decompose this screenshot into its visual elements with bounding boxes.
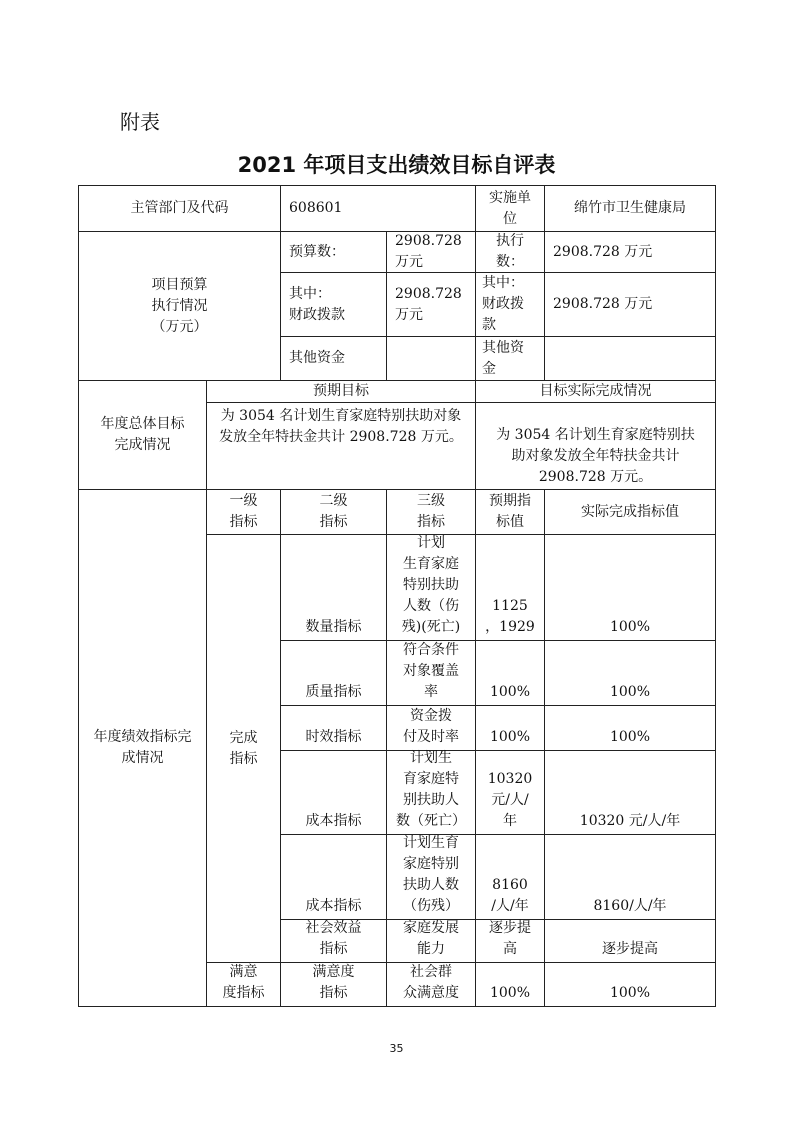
row-timeliness-actual: 100%: [544, 705, 716, 751]
header-expected: 预期指 标值: [475, 489, 545, 535]
fiscal-label: 其中： 财政拨款: [280, 272, 387, 337]
row-quality-expected: 100%: [475, 640, 545, 706]
row-satisfaction-actual: 100%: [544, 962, 716, 1007]
header-level3: 三级 指标: [386, 489, 476, 535]
row-social-actual: 逐步提高: [544, 919, 716, 963]
unit-value: 绵竹市卫生健康局: [544, 185, 716, 232]
other-funds-exec-value: [544, 336, 716, 381]
row-social-level3: 家庭发展 能力: [386, 919, 476, 963]
row-satisfaction-level3: 社会群 众满意度: [386, 962, 476, 1007]
row-quantity-expected: 1125 ，1929: [475, 534, 545, 641]
row-quantity-actual: 100%: [544, 534, 716, 641]
row-satisfaction-level2: 满意度 指标: [280, 962, 387, 1007]
fiscal-exec-value: 2908.728 万元: [544, 272, 716, 337]
other-funds-budget: [386, 336, 476, 381]
fiscal-exec-label: 其中： 财政拨 款: [475, 272, 545, 337]
budget-amount-value: 2908.728 万元: [386, 231, 476, 273]
actual-goal-header: 目标实际完成情况: [475, 380, 716, 403]
row-cost-death-level2: 成本指标: [280, 750, 387, 835]
row-quantity-level2: 数量指标: [280, 534, 387, 641]
indicators-label: 年度绩效指标完 成情况: [78, 489, 207, 1007]
annual-goal-label: 年度总体目标 完成情况: [78, 380, 207, 490]
page-title: 2021 年项目支出绩效目标自评表: [237, 153, 556, 177]
header-actual: 实际完成指标值: [544, 489, 716, 535]
row-cost-death-actual: 10320 元/人/年: [544, 750, 716, 835]
row-social-level2: 社会效益 指标: [280, 919, 387, 963]
budget-label: 项目预算 执行情况 （万元）: [78, 231, 281, 381]
other-funds-exec-label: 其他资 金: [475, 336, 545, 381]
page-number: 35: [389, 1042, 404, 1055]
row-quality-actual: 100%: [544, 640, 716, 706]
row-satisfaction-expected: 100%: [475, 962, 545, 1007]
expected-goal-text: 为 3054 名计划生育家庭特别扶助对象发放全年特扶金共计 2908.728 万元。: [206, 402, 476, 490]
level1-satisfaction: 满意 度指标: [206, 962, 281, 1007]
row-cost-disability-level3: 计划生育 家庭特别 扶助人数 （伤残）: [386, 834, 476, 920]
row-social-expected: 逐步提 高: [475, 919, 545, 963]
header-level2: 二级 指标: [280, 489, 387, 535]
row-quantity-level3: 计划 生育家庭 特别扶助 人数（伤 残)(死亡): [386, 534, 476, 641]
header-level1: 一级 指标: [206, 489, 281, 535]
dept-code: 608601: [280, 185, 476, 232]
attachment-label: 附表: [120, 110, 160, 134]
level1-complete: 完成 指标: [206, 534, 281, 963]
exec-amount-label: 执行 数：: [475, 231, 545, 273]
actual-goal-text: 为 3054 名计划生育家庭特别扶助对象发放全年特扶金共计 2908.728 万元。: [475, 402, 716, 490]
exec-amount-value: 2908.728 万元: [544, 231, 716, 273]
row-cost-death-level3: 计划生 育家庭特 别扶助人 数（死亡）: [386, 750, 476, 835]
row-cost-death-expected: 10320 元/人/ 年: [475, 750, 545, 835]
row-timeliness-level2: 时效指标: [280, 705, 387, 751]
row-quality-level3: 符合条件 对象覆盖 率: [386, 640, 476, 706]
row-timeliness-level3: 资金拨 付及时率: [386, 705, 476, 751]
row-cost-disability-actual: 8160/人/年: [544, 834, 716, 920]
fiscal-budget-value: 2908.728 万元: [386, 272, 476, 337]
expected-goal-header: 预期目标: [206, 380, 476, 403]
row-quality-level2: 质量指标: [280, 640, 387, 706]
budget-amount-label: 预算数：: [280, 231, 387, 273]
unit-label: 实施单 位: [475, 185, 545, 232]
dept-label: 主管部门及代码: [78, 185, 281, 232]
row-cost-disability-expected: 8160 /人/年: [475, 834, 545, 920]
row-timeliness-expected: 100%: [475, 705, 545, 751]
row-cost-disability-level2: 成本指标: [280, 834, 387, 920]
other-funds-label: 其他资金: [280, 336, 387, 381]
